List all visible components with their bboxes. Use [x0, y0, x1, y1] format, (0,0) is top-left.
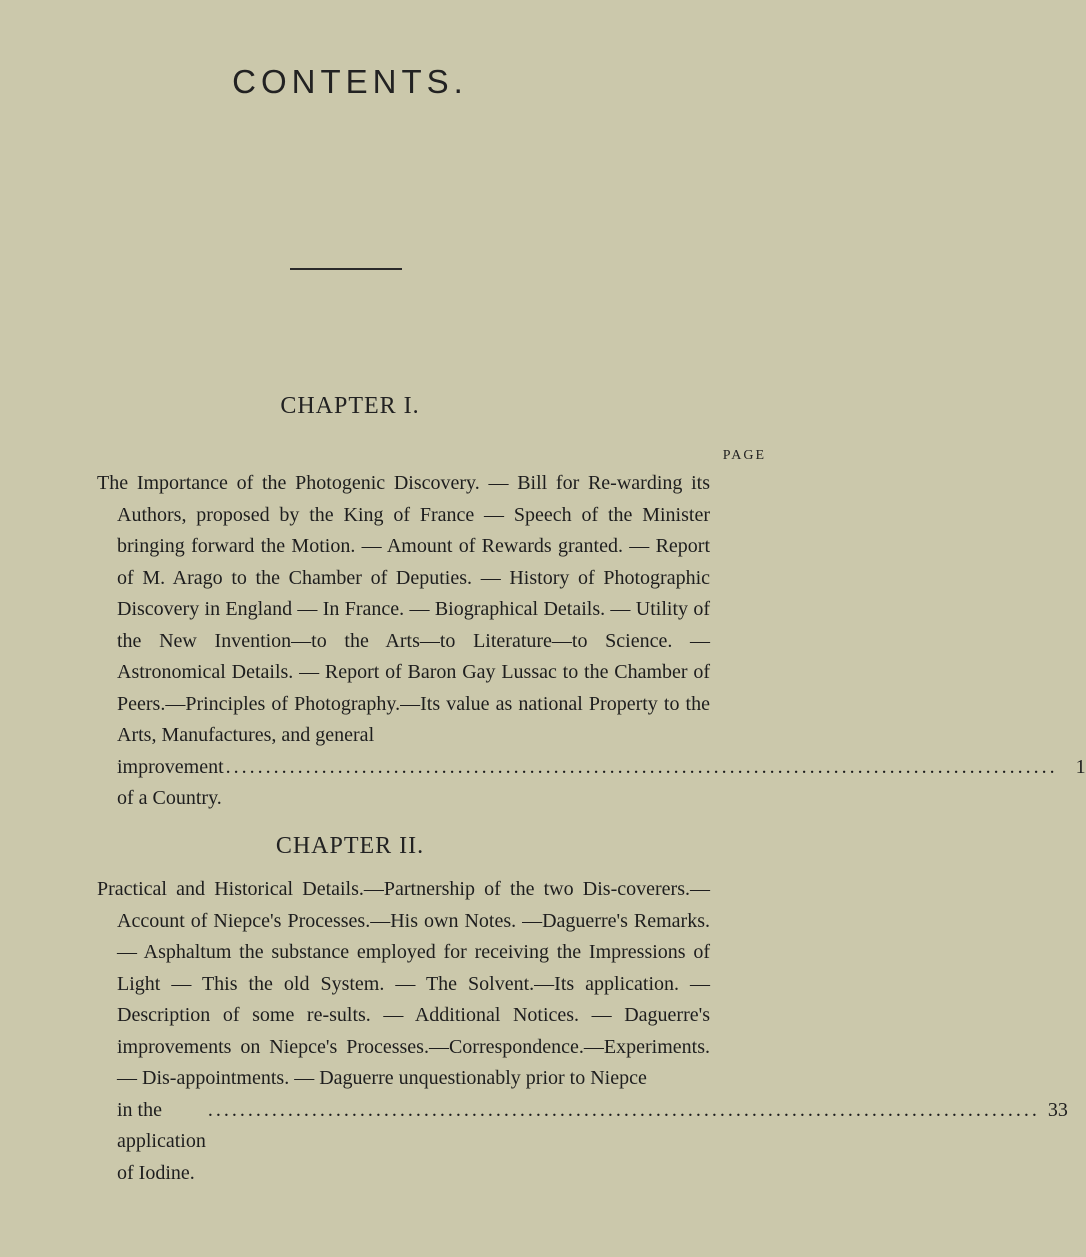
chapter-2-summary [97, 874, 1068, 1189]
chapter-2-entry-line [97, 1095, 1068, 1190]
chapter-2-heading: CHAPTER II. [275, 833, 425, 859]
page-column-label: PAGE [722, 448, 766, 463]
title-divider [290, 268, 402, 270]
chapter-2-summary-text: Practical and Historical Details.—Partnership of the two Dis-coverers.—Account of Niepce's Processes.—His own Notes. —Daguerre's Remarks. — Asphaltum the substance employed for receiving the Impressions of Light — This the old System. — The Solvent.—Its application. — Description of some re-sults. — Additional Notices. — Daguerre's improvements on Niepce's Processes.—Correspondence.—Experiments. — Dis-appointments. — Daguerre unquestionably prior to Niepce [97, 878, 710, 1089]
chapter-2-page-number: 33 [1047, 1098, 1068, 1121]
chapter-1-heading: CHAPTER I. [280, 393, 420, 419]
page-title: CONTENTS. [232, 63, 468, 100]
chapter-1-summary-end: improvement of a Country. [117, 755, 224, 809]
dot-leader: ........................................................................................................ [207, 1098, 1040, 1121]
dot-leader: ........................................................................................................ [225, 755, 1058, 778]
chapter-2-summary-end: in the application of Iodine. [117, 1098, 206, 1184]
chapter-1-summary [97, 468, 1086, 815]
chapter-1-page-number: 1 [1075, 755, 1086, 778]
chapter-1-entry-line [97, 752, 1086, 815]
chapter-1-summary-text: The Importance of the Photogenic Discovery. — Bill for Re-warding its Authors, proposed by the King of France — Speech of the Minister bringing forward the Motion. — Amount of Rewards granted. — Report of M. Arago to the Chamber of Deputies. — History of Photographic Discovery in England — In France. — Biographical Details. — Utility of the New Invention—to the Arts—to Literature—to Science. —Astronomical Details. — Report of Baron Gay Lussac to the Chamber of Peers.—Principles of Photography.—Its value as national Property to the Arts, Manufactures, and general [97, 472, 710, 746]
